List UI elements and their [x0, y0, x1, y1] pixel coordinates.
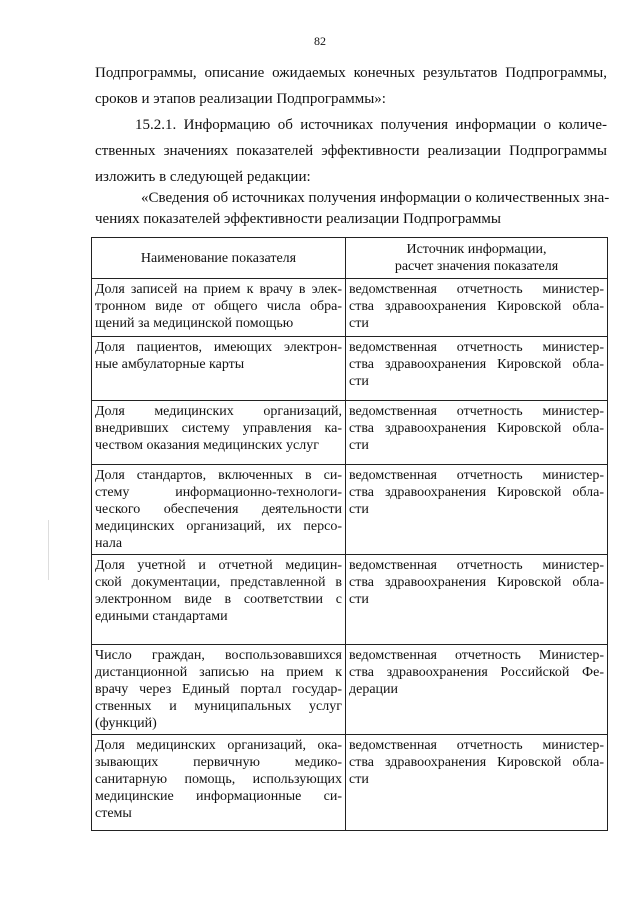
cell-line: ведомственная отчетность министер- [349, 340, 604, 355]
cell-line: стемы [95, 806, 132, 821]
cell-line: ведомственная отчетность Министер- [349, 648, 604, 663]
cell-line: зывающих первичную медико- [95, 755, 342, 770]
table-row [92, 645, 608, 735]
cell-line: Доля стандартов, включенных в си- [95, 468, 342, 483]
header-line: Источник информации, [406, 242, 547, 257]
paragraph-line: 15.2.1. Информацию об источниках получения информации о количе- [135, 117, 607, 133]
cell-line: санитарную помощь, использующих [95, 772, 342, 787]
cell-line: едиными стандартами [95, 609, 228, 624]
info-source-cell [346, 465, 608, 555]
info-source-cell [346, 337, 608, 401]
indicator-name-cell [92, 555, 346, 645]
table-row [92, 735, 608, 831]
header-info-source [346, 238, 608, 279]
cell-line: ства здравоохранения Российской Фе- [349, 665, 604, 680]
indicator-name-cell [92, 401, 346, 465]
margin-mark [48, 520, 49, 580]
info-source-cell [346, 279, 608, 337]
paragraph-line: изложить в следующей редакции: [95, 169, 311, 185]
paragraph-line: сроков и этапов реализации Подпрограммы»: [95, 91, 386, 107]
table-row [92, 337, 608, 401]
cell-line: сти [349, 502, 369, 517]
cell-line: дерации [349, 682, 399, 697]
indicators-table [91, 237, 608, 831]
cell-line: врачу через Единый портал государ- [95, 682, 342, 697]
cell-line: сти [349, 772, 369, 787]
header-line: расчет значения показателя [394, 259, 559, 274]
cell-line: ства здравоохранения Кировской обла- [349, 755, 604, 770]
caption-line: «Сведения об источниках получения информации о количественных зна- [141, 190, 610, 206]
table-row [92, 401, 608, 465]
header-indicator-name: Наименование показателя [92, 238, 346, 279]
cell-line: тронном виде от общего числа обра- [95, 299, 342, 314]
cell-line: ведомственная отчетность министер- [349, 738, 604, 753]
cell-line: ства здравоохранения Кировской обла- [349, 575, 604, 590]
cell-line: ведомственная отчетность министер- [349, 404, 604, 419]
cell-line: нала [95, 536, 123, 551]
cell-line: Доля учетной и отчетной медицин- [95, 558, 342, 573]
cell-line: ства здравоохранения Кировской обла- [349, 421, 604, 436]
cell-line: сти [349, 438, 369, 453]
page-number: 82 [314, 34, 326, 48]
cell-line: щений за медицинской помощью [95, 316, 294, 331]
cell-line: (функций) [95, 716, 157, 731]
cell-line: ведомственная отчетность министер- [349, 558, 604, 573]
cell-line: медицинские информационные си- [95, 789, 342, 804]
indicator-name-cell [92, 279, 346, 337]
cell-line: сти [349, 316, 369, 331]
paragraph-line: Подпрограммы, описание ожидаемых конечных результатов Подпрограммы, [95, 65, 607, 81]
cell-line: чеством оказания медицинских услуг [95, 438, 319, 453]
cell-line: ственных и муниципальных услуг [95, 699, 342, 714]
info-source-cell [346, 401, 608, 465]
cell-line: Доля пациентов, имеющих электрон- [95, 340, 342, 355]
cell-line: стему информационно-технологи- [95, 485, 342, 500]
info-source-cell [346, 645, 608, 735]
cell-line: ные амбулаторные карты [95, 357, 245, 372]
info-source-cell [346, 735, 608, 831]
info-source-cell [346, 555, 608, 645]
indicator-name-cell [92, 735, 346, 831]
cell-line: ства здравоохранения Кировской обла- [349, 299, 604, 314]
cell-line: электронном виде в соответствии с [95, 592, 342, 607]
cell-line: ской документации, представленной в [95, 575, 342, 590]
cell-line: ческого обеспечения деятельности [95, 502, 342, 517]
table-row [92, 555, 608, 645]
paragraph-clause [95, 112, 607, 190]
table-row [92, 465, 608, 555]
indicator-name-cell [92, 465, 346, 555]
cell-line: ства здравоохранения Кировской обла- [349, 357, 604, 372]
indicator-name-cell [92, 337, 346, 401]
cell-line: внедривших систему управления ка- [95, 421, 342, 436]
cell-line: ведомственная отчетность министер- [349, 468, 604, 483]
cell-line: Число граждан, воспользовавшихся [95, 648, 342, 663]
cell-line: сти [349, 592, 369, 607]
table-row [92, 279, 608, 337]
cell-line: Доля записей на прием к врачу в элек- [95, 282, 342, 297]
cell-line: дистанционной записью на прием к [95, 665, 342, 680]
table-caption [95, 188, 610, 230]
indicator-name-cell [92, 645, 346, 735]
caption-line: чениях показателей эффективности реализации Подпрограммы [95, 211, 501, 227]
cell-line: медицинских организаций, их персо- [95, 519, 342, 534]
paragraph-intro [95, 60, 607, 112]
cell-line: Доля медицинских организаций, ока- [95, 738, 342, 753]
cell-line: сти [349, 374, 369, 389]
paragraph-line: ственных значениях показателей эффективности реализации Подпрограммы [95, 143, 607, 159]
table-header-row [92, 238, 608, 279]
cell-line: ства здравоохранения Кировской обла- [349, 485, 604, 500]
cell-line: ведомственная отчетность министер- [349, 282, 604, 297]
cell-line: Доля медицинских организаций, [95, 404, 342, 419]
